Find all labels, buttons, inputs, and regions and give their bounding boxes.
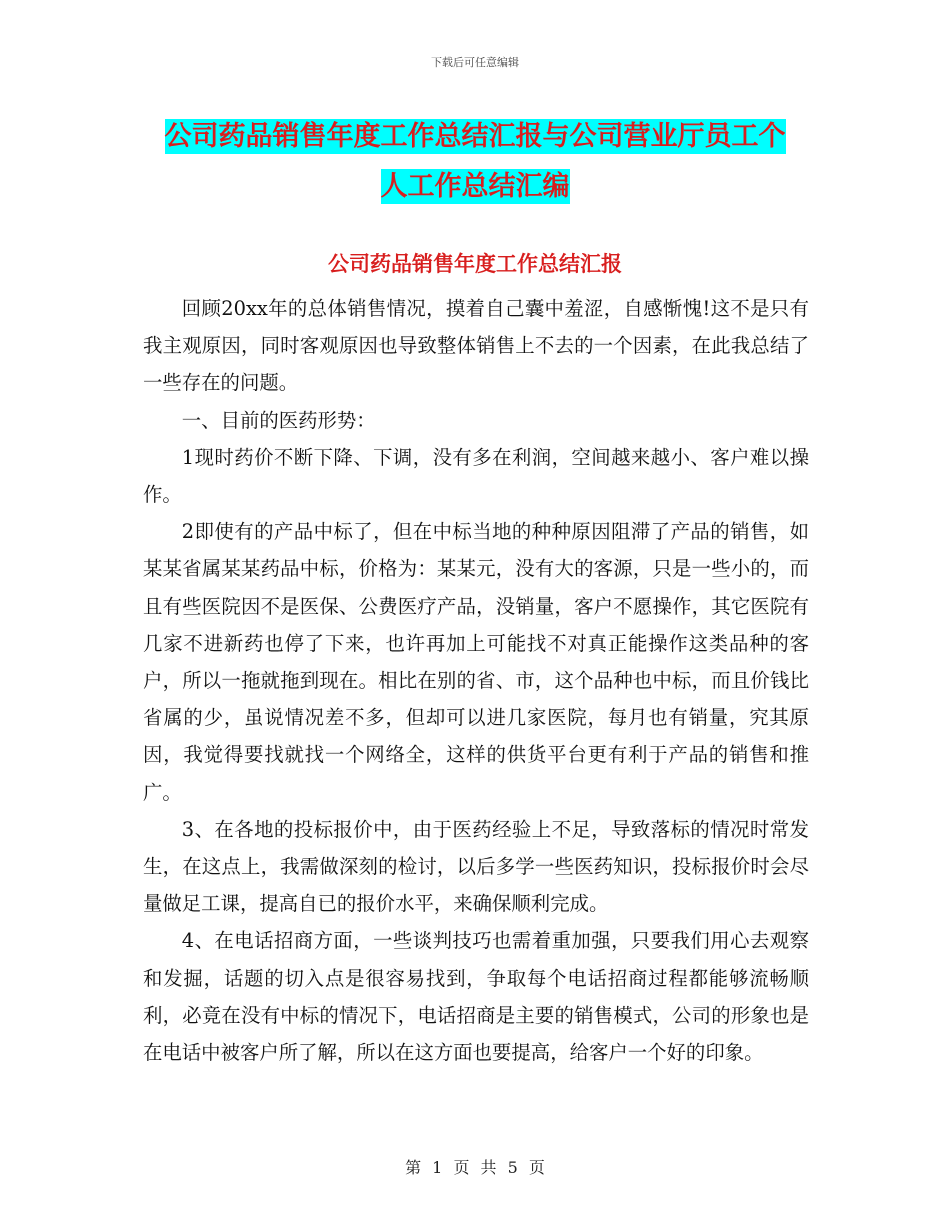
title-line-1: 公司药品销售年度工作总结汇报与公司营业厅员工个 [164, 121, 786, 152]
header-note: 下载后可任意编辑 [431, 56, 519, 69]
section-title: 公司药品销售年度工作总结汇报 [328, 252, 622, 276]
paragraph-heading-1: 一、目前的医药形势： [181, 408, 376, 432]
paragraph-intro: 回顾20xx年的总体销售情况，摸着自己囊中羞涩，自感惭愧!这不是只有我主观原因，同时客观原因也导致整体销售上不去的一个因素，在此我总结了一些存在的问题。 [143, 297, 809, 395]
paragraph-item-3: 3、在各地的投标报价中，由于医药经验上不足，导致落标的情况时常发生，在这点上，我需做深刻的检讨，以后多学一些医药知识，投标报价时会尽量做足工课，提高自已的报价水平，来确保顺利完成。 [143, 817, 809, 916]
paragraph-item-4: 4、在电话招商方面，一些谈判技巧也需着重加强，只要我们用心去观察和发掘，话题的切入点是很容易找到，争取每个电话招商过程都能够流畅顺利，必竟在没有中标的情况下，电话招商是主要的销售模式，公司的形象也是在电话中被客户所了解，所以在这方面也要提高，给客户一个好的印象。 [143, 929, 809, 1065]
document-body [143, 290, 809, 1071]
title-line-2: 人工作总结汇编 [380, 171, 570, 202]
paragraph-item-1: 1现时药价不断下降、下调，没有多在利润，空间越来越小、客户难以操作。 [143, 445, 809, 507]
paragraph-item-2: 2即使有的产品中标了，但在中标当地的种种原因阻滞了产品的销售，如某某省属某某药品中标，价格为：某某元，没有大的客源，只是一些小的，而且有些医院因不是医保、公费医疗产品，没销量，客户不愿操作，其它医院有几家不进新药也停了下来，也许再加上可能找不对真正能操作这类品种的客户，所以一拖就拖到现在。相比在别的省、市，这个品种也中标，而且价钱比省属的少，虽说情况差不多，但却可以进几家医院，每月也有销量，究其原因，我觉得要找就找一个网络全，这样的供货平台更有利于产品的销售和推广。 [143, 520, 809, 804]
page-number: 第 1 页 共 5 页 [405, 1158, 545, 1177]
document-title [0, 112, 950, 212]
